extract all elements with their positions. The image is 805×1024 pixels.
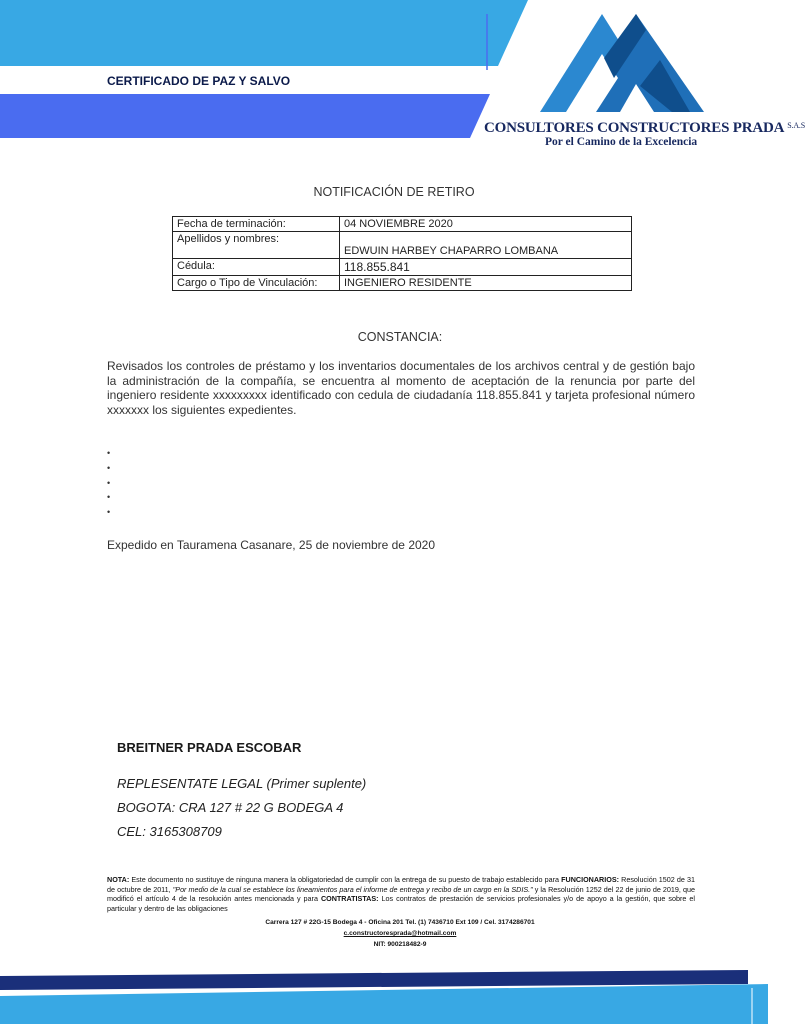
row-value: 04 NOVIEMBRE 2020 [340, 217, 632, 232]
signatory-address: BOGOTA: CRA 127 # 22 G BODEGA 4 [117, 800, 344, 815]
signatory-role: REPLESENTATE LEGAL (Primer suplente) [117, 776, 367, 791]
row-label: Fecha de terminación: [173, 217, 340, 232]
list-item: • [107, 507, 111, 518]
row-label: Apellidos y nombres: [173, 232, 340, 259]
contact-address: Carrera 127 # 22G-15 Bodega 4 - Oficina 201 Tel. (1) 7436710 Ext 109 / Cel. 3174286701 [265, 919, 535, 926]
company-name-text: CONSULTORES CONSTRUCTORES PRADA [484, 120, 785, 136]
note-text-1: Este documento no sustituye de ninguna manera la obligatoriedad de cumplir con la entrega de su puesto de trabajo establecido para [129, 875, 562, 884]
note-text-4: Los contratos de prestación de servicios profesionales y/o de apoyo a la gestión, que sobre el particular y dentro de las obligaciones [107, 894, 695, 913]
header-light-blue-shape [0, 0, 528, 66]
table-row [173, 217, 632, 232]
company-suffix: S.A.S [787, 121, 805, 130]
row-label: Cargo o Tipo de Vinculación: [173, 276, 340, 291]
company-logo-icon [540, 14, 704, 112]
footer-banner [0, 960, 768, 1024]
row-label: Cédula: [173, 259, 340, 276]
contact-email[interactable]: c.constructoresprada@hotmail.com [343, 930, 457, 937]
notification-title: NOTIFICACIÓN DE RETIRO [313, 185, 475, 199]
row-value: 118.855.841 [340, 259, 632, 276]
employee-info-table [172, 216, 632, 291]
issue-place-date: Expedido en Tauramena Casanare, 25 de noviembre de 2020 [107, 538, 436, 552]
certificate-title: CERTIFICADO DE PAZ Y SALVO [107, 74, 291, 88]
expedientes-list [107, 446, 110, 520]
note-label: NOTA: [107, 875, 130, 884]
note-funcionarios: FUNCIONARIOS: [561, 875, 620, 884]
table-row [173, 259, 632, 276]
header-blue-band [0, 94, 490, 138]
company-slogan: Por el Camino de la Excelencia [545, 136, 698, 148]
list-item: • [107, 492, 111, 503]
company-name [484, 120, 805, 137]
list-item: • [107, 477, 111, 488]
table-row [173, 232, 632, 259]
company-nit: NIT: 900218482-9 [373, 941, 427, 948]
constancia-title: CONSTANCIA: [357, 330, 443, 344]
row-value: INGENIERO RESIDENTE [340, 276, 632, 291]
note-contratistas: CONTRATISTAS: [320, 894, 379, 904]
signatory-name: BREITNER PRADA ESCOBAR [117, 740, 302, 755]
table-row [173, 276, 632, 291]
signatory-phone: CEL: 3165308709 [117, 824, 222, 839]
note-quote: "Por medio de la cual se establece los lineamientos para el informe de entrega y recibo de un cargo en la SDIS." [172, 884, 533, 894]
list-item: • [107, 448, 111, 458]
footer-light-blue-band [0, 984, 768, 1024]
note-text-2: Resolución 1502 de 31 de octubre de 2011, [107, 875, 695, 894]
legal-note [107, 875, 695, 913]
list-item: • [107, 462, 111, 473]
constancia-body: Revisados los controles de préstamo y los inventarios documentales de los archivos central y de gestión bajo la administración de la compañía, se encuentra al momento de aceptación de la renuncia por parte del ingeniero residente xxxxxxxxx identificado con cedula de ciudadanía 118.855.841 y tarjeta profesional número xxxxxxx los siguientes expedientes. [107, 359, 695, 417]
row-value: EDWUIN HARBEY CHAPARRO LOMBANA [340, 232, 632, 259]
note-text-3: y la Resolución 1252 del 22 de junio de 2019, que modificó el artículo 4 de la resolución antes mencionada y para [107, 884, 695, 904]
